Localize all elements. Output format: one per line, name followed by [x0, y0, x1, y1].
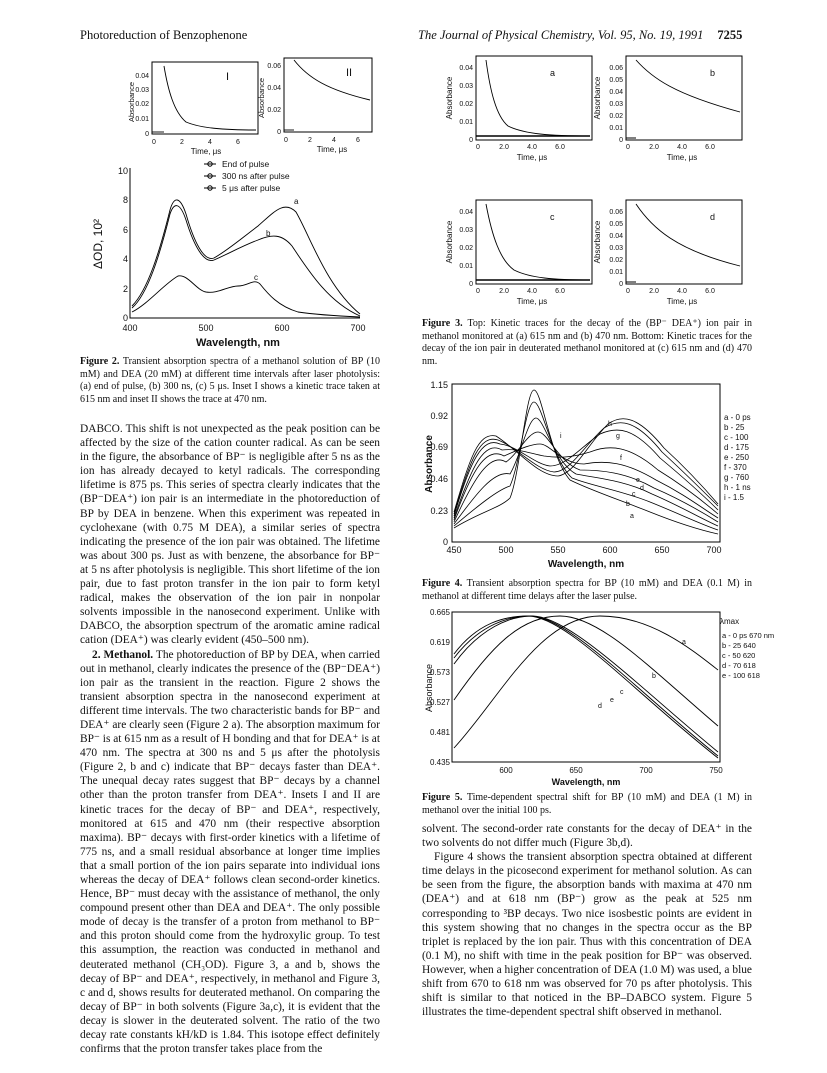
tick: 0.04: [609, 89, 623, 96]
tick: 0.02: [459, 101, 473, 108]
tick: 600: [274, 323, 290, 333]
tick: 6: [236, 139, 240, 146]
paragraph: solvent. The second-order rate constants for the decay of DEA⁺ in the two solvents do not differ much (Figure 3b,d).: [422, 823, 752, 850]
body-column-left: [80, 422, 380, 1056]
tick: 4.0: [677, 144, 687, 151]
tick: 0: [284, 137, 288, 144]
tick: 0.435: [429, 758, 450, 767]
tick: 0.04: [135, 73, 149, 80]
tick: 650: [569, 766, 583, 775]
curve-label: h: [608, 421, 612, 428]
tick: 4.0: [527, 144, 537, 151]
tick: 550: [550, 545, 566, 555]
legend-entry: c - 100: [724, 433, 749, 442]
tick: 700: [350, 323, 366, 333]
legend-entry: a - 0 ps 670 nm: [722, 631, 775, 640]
tick: 0: [476, 288, 480, 295]
fig3-panel-a-label: a: [550, 68, 556, 78]
fig4-legend: [724, 413, 751, 502]
inset-1: [127, 62, 258, 156]
inset-2: [257, 58, 372, 154]
fig3-panel-c: [445, 200, 592, 306]
tick: 700: [706, 545, 722, 555]
tick: 0: [619, 137, 623, 144]
tick: 0.481: [429, 728, 450, 737]
tick: 0: [152, 139, 156, 146]
tick: 0.69: [430, 442, 448, 452]
curve-label: a: [682, 639, 686, 646]
paragraph: 2. Methanol. The photoreduction of BP by DEA, when carried out in methanol, clearly indicates the presence of the (BP⁻DEA⁺) ion pair as the transient in the reaction. Figure 2 shows the transient absorption spectra in the nanosecond experiment at different time intervals. The two characteristic bands for BP⁻ and DEA⁺ are clearly seen (Figure 2 a). The absorption maximum for BP⁻ is at 615 nm as a result of H bonding and that for DEA⁺ is at 470 nm. The spectra at 300 ns and 5 μs after the photolysis (Figure 2, b and c) indicate that BP⁻ decays faster than DEA⁺. The unequal decay rates suggest that BP⁻ decays by a channel other than the proton transfer from DEA⁺. Insets I and II are kinetic traces for the decay of BP⁻ and DEA⁺, respectively, monitored at 615 and 470 nm (their respective absorption maxima). BP⁻ decays with first-order kinetics with a lifetime of 775 ns, and a small residual absorbance at longer time implies that a small portion of the ion pairs separate into individual ions whereas the decay of DEA⁺ follows clean second-order kinetics. Hence, BP⁻ must decay with the assistance of methanol, the only compound present other than DEA and DEA⁺. The only possible mode of decay is the transfer of a proton from methanol to BP⁻ and this proton should come from the hydroxylic group. To test this assumption, the reaction was conducted in methanol and deuterated methanol (CH₃OD). Figure 3, a and b, shows the decay of BP⁻ and DEA⁺, respectively, in methanol and Figure 3, c and d, shows results for deuterated methanol. On comparing the decay of BP⁻ in both solvents (Figure 3a,c), it is evident that the decay is slower in the deuterated solvent. The ratio of the two decay rate constants kH/kD is 1.84. This isotope effect definitely confirms that the proton transfer takes place from the: [80, 648, 380, 1056]
fig3-panel-d-label: d: [710, 212, 716, 222]
tick: 2.0: [499, 144, 509, 151]
tick: 0.05: [609, 221, 623, 228]
tick: 600: [499, 766, 513, 775]
fig3-panel-b-label: b: [710, 68, 716, 78]
fig3-trace-a: [486, 60, 590, 136]
body-column-right: [422, 822, 752, 1019]
curve-label: c: [632, 491, 636, 498]
fig5-curve-d: [454, 616, 718, 756]
legend-entry: h - 1 ns: [724, 483, 751, 492]
tick: 2.0: [649, 144, 659, 151]
fig4-xlabel: Wavelength, nm: [547, 559, 625, 570]
tick: 0.04: [609, 233, 623, 240]
figure-5: [420, 608, 775, 788]
fig3-xlabel-c: Time, μs: [516, 297, 548, 306]
legend-entry: e - 250: [724, 453, 749, 462]
tick: 6.0: [705, 144, 715, 151]
fig4-curve-i: [454, 419, 718, 512]
tick: 0.92: [430, 411, 448, 421]
tick: 0.03: [609, 101, 623, 108]
tick: 6.0: [705, 288, 715, 295]
fig3-ylabel-a: Absorbance: [445, 76, 454, 120]
legend-entry: d - 175: [724, 443, 749, 452]
tick: 6.0: [555, 144, 565, 151]
fig4-curve-g: [454, 430, 718, 516]
fig3-ylabel-c: Absorbance: [445, 220, 454, 264]
fig4-curve-b: [454, 402, 718, 530]
inset-1-ylabel: Absorbance: [127, 81, 136, 123]
curve-label: b: [626, 501, 630, 508]
running-header-right: The Journal of Physical Chemistry, Vol. 95, No. 19, 1991 7255: [418, 28, 743, 42]
fig3-panel-c-label: c: [550, 212, 555, 222]
tick: 2: [122, 284, 128, 294]
tick: 0: [122, 313, 128, 323]
fig4-curve-c: [454, 418, 718, 526]
curve-label: c: [254, 273, 258, 282]
fig3-trace-b: [636, 60, 740, 112]
tick: 0.527: [429, 698, 450, 707]
tick: 0.05: [609, 77, 623, 84]
tick: 650: [654, 545, 670, 555]
tick: 400: [122, 323, 138, 333]
tick: 10: [117, 166, 128, 176]
fig3-panel-b: [593, 56, 742, 162]
tick: 0.03: [459, 227, 473, 234]
tick: 0.01: [459, 119, 473, 126]
legend-entry: End of pulse: [222, 159, 270, 169]
figure-5-caption: Figure 5. Time-dependent spectral shift for BP (10 mM) and DEA (1 M) in methanol over the initial 100 ps.: [422, 792, 752, 816]
fig3-xlabel-b: Time, μs: [666, 153, 698, 162]
fig5-curve-c: [454, 616, 718, 752]
tick: 2: [180, 139, 184, 146]
inset-2-xlabel: Time, μs: [316, 145, 348, 154]
fig2-legend: [204, 159, 290, 193]
fig5-legend: [720, 617, 774, 680]
tick: 450: [446, 545, 462, 555]
tick: 2: [308, 137, 312, 144]
tick: 0: [469, 137, 473, 144]
figure-2-caption: Figure 2. Transient absorption spectra of a methanol solution of BP (10 mM) and DEA (20 mM) at different time intervals after laser photolysis: (a) end of pulse, (b) 300 ns, (c) 5 μs. Inset I shows a kinetic trace taken at 615 nm and inset II shows the trace at 470 nm.: [80, 356, 380, 405]
legend-entry: 300 ns after pulse: [222, 171, 290, 181]
tick: 1.15: [430, 380, 448, 390]
legend-entry: a - 0 ps: [724, 413, 751, 422]
tick: 0.02: [267, 107, 281, 114]
fig5-curve-e: [454, 616, 718, 758]
fig5-curve-b: [454, 616, 718, 726]
fig2-curve-a: [132, 200, 360, 314]
legend-entry: b - 25 640: [722, 641, 756, 650]
fig3-panel-d: [593, 200, 742, 306]
tick: 0.06: [609, 209, 623, 216]
curve-label: g: [616, 433, 620, 440]
section-heading: 2. Methanol.: [92, 648, 154, 661]
legend-head: λmax: [720, 617, 740, 626]
fig4-ylabel: Absorbance: [424, 435, 435, 493]
tick: 0: [469, 281, 473, 288]
tick: 6: [122, 225, 128, 235]
legend-entry: d - 70 618: [722, 661, 756, 670]
tick: 4: [122, 254, 128, 264]
tick: 2.0: [499, 288, 509, 295]
inset-2-trace: [294, 60, 370, 100]
tick: 0.03: [135, 87, 149, 94]
tick: 0.02: [609, 113, 623, 120]
fig3-xlabel-d: Time, μs: [666, 297, 698, 306]
curve-label: b: [266, 229, 271, 238]
curve-label: i: [560, 433, 562, 440]
curve-label: d: [640, 485, 644, 492]
tick: 0.04: [459, 65, 473, 72]
tick: 4: [208, 139, 212, 146]
tick: 0.01: [459, 263, 473, 270]
fig3-trace-d: [636, 204, 740, 266]
fig5-curve-a: [454, 616, 718, 748]
figure-2: [78, 50, 378, 355]
legend-entry: g - 760: [724, 473, 749, 482]
curve-label: e: [610, 697, 614, 704]
tick: 0.573: [429, 668, 450, 677]
inset-1-label: I: [226, 71, 230, 83]
tick: 0.03: [459, 83, 473, 90]
tick: 0.665: [429, 608, 450, 617]
inset-2-ylabel: Absorbance: [257, 77, 266, 119]
tick: 0: [626, 144, 630, 151]
tick: 4.0: [677, 288, 687, 295]
fig4-curve-e: [454, 444, 718, 520]
fig2-curve-c: [132, 276, 360, 317]
tick: 0: [619, 281, 623, 288]
fig2-xlabel: Wavelength, nm: [196, 337, 280, 349]
paragraph: DABCO. This shift is not unexpected as the peak position can be affected by the size of the cation counter radical. As can be seen in the figure, the absorbance of BP⁻ is negligible after 5 ns as the ion has already decayed to ketyl radicals. The corresponding lifetime is 875 ps. This series of spectra clearly indicates that the (BP⁻DEA⁺) ion pair is an intermediate in the photoreduction of BP by DEA in benzene. When this experiment was repeated in cyclohexane (with 0.75 M DEA), a similar series of spectra indicating the presence of the ion pair was obtained. The lifetime was about 300 ps. Just as with benzene, the absorbance for BP⁻ at 5 ns after photolysis is negligible. This short lifetime of the ion pair, due to fast proton transfer in the ion pair to form ketyl radical, makes the observation of the ion pair in nonpolar solvents impossible in the nanosecond experiment. Unlike with DABCO, the absorption spectrum of the aromatic amine radical cation (DEA⁺) was clearly evident (450–500 nm).: [80, 423, 380, 647]
curve-label: a: [630, 513, 634, 520]
curve-label: a: [294, 197, 299, 206]
curve-label: d: [598, 703, 602, 710]
fig2-curve-b: [132, 206, 360, 316]
fig3-ylabel-b: Absorbance: [593, 76, 602, 120]
legend-entry: c - 50 620: [722, 651, 756, 660]
tick: 600: [602, 545, 618, 555]
tick: 0: [626, 288, 630, 295]
fig5-xlabel: Wavelength, nm: [551, 777, 621, 787]
inset-1-xlabel: Time, μs: [190, 147, 222, 156]
fig3-ylabel-d: Absorbance: [593, 220, 602, 264]
tick: 500: [198, 323, 214, 333]
tick: 6: [356, 137, 360, 144]
inset-1-trace: [164, 66, 256, 130]
fig3-panel-a: [445, 56, 592, 162]
tick: 0: [145, 131, 149, 138]
curve-label: c: [620, 689, 624, 696]
page-number: 7255: [717, 28, 743, 42]
tick: 6.0: [555, 288, 565, 295]
tick: 4: [332, 137, 336, 144]
tick: 0.23: [430, 506, 448, 516]
figure-3: [420, 50, 760, 318]
legend-entry: 5 μs after pulse: [222, 183, 281, 193]
tick: 0.06: [609, 65, 623, 72]
curve-label: b: [652, 673, 656, 680]
legend-entry: i - 1.5: [724, 493, 745, 502]
tick: 0.06: [267, 63, 281, 70]
tick: 0: [476, 144, 480, 151]
tick: 750: [709, 766, 723, 775]
curve-label: e: [636, 477, 640, 484]
tick: 0.01: [135, 116, 149, 123]
fig2-main-plot: [91, 166, 366, 349]
tick: 0.01: [609, 269, 623, 276]
tick: 0.02: [135, 101, 149, 108]
tick: 0.619: [429, 638, 450, 647]
fig5-ylabel: Absorbance: [424, 663, 434, 713]
tick: 500: [498, 545, 514, 555]
paragraph: Figure 4 shows the transient absorption spectra obtained at different time delays in the picosecond experiment for methanol solution. As can be seen from the figure, the absorption bands with maxima at 470 nm (DEA⁺) and at 618 nm (BP⁻) grow as the peak at 525 nm corresponding to ³BP decays. Two nice isosbestic points are evident in this system showing that no changes in the spectra occur as the BP triplet is replaced by the ion pair. Thus with this concentration of DEA (0.1 M), no shift with time in the peak position for BP⁻ was observed. However, when a higher concentration of DEA (1.0 M) was used, a blue shift from 670 to 618 nm was observed for 70 ps after photolysis. This shift is similar to that noticed in the BP–DABCO system. Figure 5 illustrates the time-dependent spectral shift observed in methanol.: [422, 851, 752, 1019]
tick: 0.01: [609, 125, 623, 132]
figure-4: [420, 378, 760, 580]
fig2-ylabel: ΔOD, 10²: [91, 218, 105, 270]
tick: 8: [122, 195, 128, 205]
tick: 0.02: [459, 245, 473, 252]
legend-entry: f - 370: [724, 463, 747, 472]
curve-label: f: [620, 455, 622, 462]
fig3-trace-c: [486, 204, 590, 280]
figure-4-caption: Figure 4. Transient absorption spectra for BP (10 mM) and DEA (0.1 M) in methanol at different time delays after the laser pulse.: [422, 578, 752, 602]
legend-entry: e - 100 618: [722, 671, 760, 680]
tick: 0.46: [430, 474, 448, 484]
tick: 4.0: [527, 288, 537, 295]
tick: 0.04: [459, 209, 473, 216]
fig3-xlabel-a: Time, μs: [516, 153, 548, 162]
tick: 0.02: [609, 257, 623, 264]
tick: 700: [639, 766, 653, 775]
running-header-left: Photoreduction of Benzophenone: [80, 28, 248, 42]
tick: 0: [277, 129, 281, 136]
fig4-curve-h: [454, 423, 718, 514]
tick: 0: [442, 537, 448, 547]
tick: 0.03: [609, 245, 623, 252]
legend-entry: b - 25: [724, 423, 745, 432]
tick: 0.04: [267, 85, 281, 92]
tick: 2.0: [649, 288, 659, 295]
figure-3-caption: Figure 3. Top: Kinetic traces for the decay of the (BP⁻ DEA⁺) ion pair in methanol monitored at (a) 615 nm and (b) 470 nm. Bottom: Kinetic traces for the decay of the ion pair in deuterated methanol monitored at (c) 615 nm and (d) 470 nm.: [422, 318, 753, 367]
inset-2-label: II: [346, 67, 353, 79]
